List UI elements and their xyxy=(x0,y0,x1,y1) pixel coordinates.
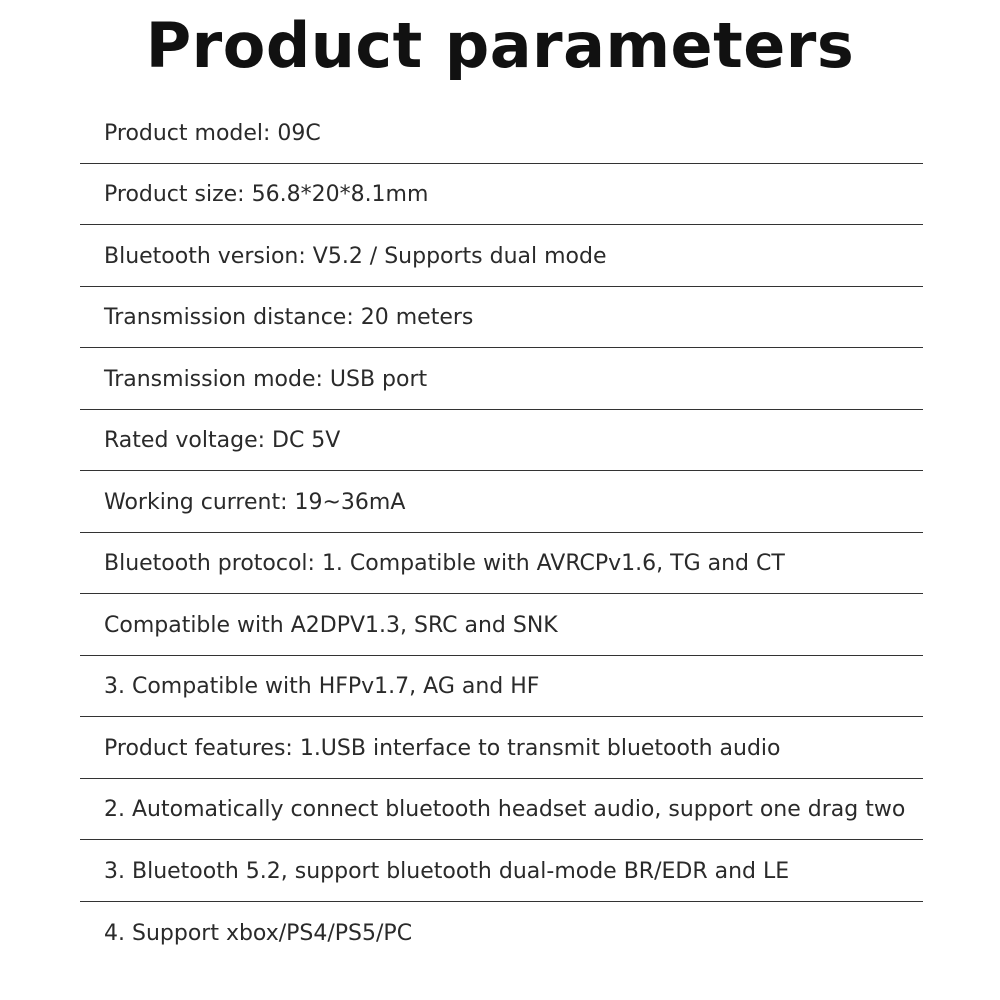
parameter-text: Bluetooth protocol: 1. Compatible with AVRCPv1.6, TG and CT xyxy=(104,551,785,577)
parameter-text: Transmission distance: 20 meters xyxy=(104,305,474,331)
parameter-text: Bluetooth version: V5.2 / Supports dual mode xyxy=(104,243,607,269)
parameter-text: Transmission mode: USB port xyxy=(104,366,428,392)
parameter-row-size xyxy=(80,164,923,226)
parameter-text: Working current: 19~36mA xyxy=(104,489,406,515)
parameter-row-feature-dual-mode xyxy=(80,840,923,902)
page-title: Product parameters xyxy=(145,9,855,82)
parameter-text: Product size: 56.8*20*8.1mm xyxy=(104,182,429,208)
parameter-row-feature-usb xyxy=(80,717,923,779)
parameter-row-protocol-hfp xyxy=(80,656,923,718)
parameter-text: 2. Automatically connect bluetooth headset audio, support one drag two xyxy=(104,797,906,823)
parameter-row-rated-voltage xyxy=(80,410,923,472)
parameter-row-bluetooth-version xyxy=(80,225,923,287)
parameter-row-protocol-a2dp xyxy=(80,594,923,656)
parameter-list xyxy=(80,102,923,963)
parameter-text: Compatible with A2DPV1.3, SRC and SNK xyxy=(104,612,558,638)
parameter-row-working-current xyxy=(80,471,923,533)
parameter-text: Rated voltage: DC 5V xyxy=(104,428,341,454)
parameter-row-transmission-distance xyxy=(80,287,923,349)
parameter-text: 3. Compatible with HFPv1.7, AG and HF xyxy=(104,674,540,700)
parameter-text: 4. Support xbox/PS4/PS5/PC xyxy=(104,920,413,946)
parameter-row-protocol-avrcp xyxy=(80,533,923,595)
parameter-text: Product features: 1.USB interface to transmit bluetooth audio xyxy=(104,735,781,761)
parameter-text: Product model: 09C xyxy=(104,120,321,146)
parameter-row-model xyxy=(80,102,923,164)
parameter-text: 3. Bluetooth 5.2, support bluetooth dual-mode BR/EDR and LE xyxy=(104,858,790,884)
parameter-row-transmission-mode xyxy=(80,348,923,410)
parameter-row-feature-support xyxy=(80,902,923,964)
parameter-row-feature-auto-connect xyxy=(80,779,923,841)
